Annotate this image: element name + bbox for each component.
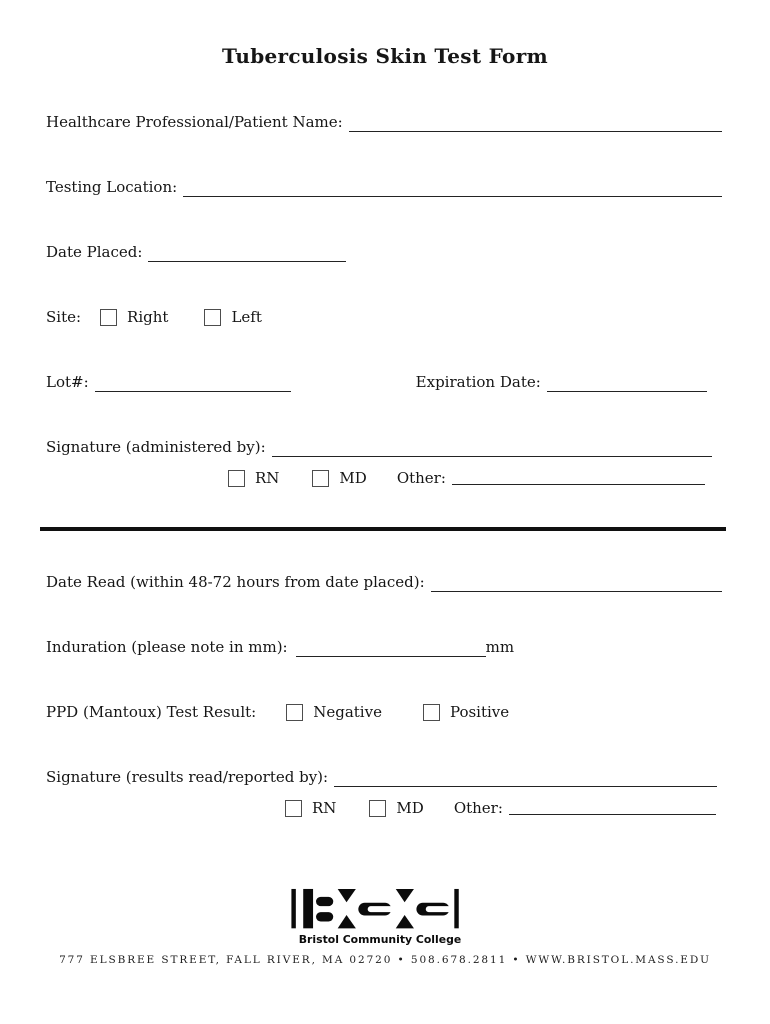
date-read-input-line[interactable]: [431, 575, 722, 592]
administered-md-checkbox[interactable]: [312, 470, 329, 487]
ppd-negative-label: Negative: [313, 703, 382, 721]
site-left-label: Left: [231, 308, 262, 326]
page-title: Tuberculosis Skin Test Form: [222, 44, 548, 68]
signature-read-input-line[interactable]: [334, 770, 717, 787]
site-right-label: Right: [127, 308, 169, 326]
testing-location-row: [46, 177, 722, 197]
signature-read-row: [46, 767, 717, 787]
name-input-line[interactable]: [349, 115, 722, 132]
ppd-result-row: [46, 702, 509, 722]
read-credentials-row: [285, 798, 716, 818]
read-rn-checkbox[interactable]: [285, 800, 302, 817]
read-other-input-line[interactable]: [509, 801, 716, 815]
site-row: [46, 307, 262, 327]
expiration-date-input-line[interactable]: [547, 375, 707, 392]
lot-input-line[interactable]: [95, 375, 291, 392]
induration-unit-label: mm: [485, 638, 515, 656]
induration-row: [46, 637, 514, 657]
administered-md-label: MD: [339, 469, 367, 487]
testing-location-input-line[interactable]: [183, 180, 722, 197]
administered-rn-checkbox[interactable]: [228, 470, 245, 487]
ppd-negative-checkbox[interactable]: [286, 704, 303, 721]
testing-location-label: Testing Location:: [46, 178, 178, 196]
bcc-logo: [291, 886, 469, 953]
signature-administered-row: [46, 437, 712, 457]
footer-address: 777 ELSBREE STREET, FALL RIVER, MA 02720 • 508.678.2811 • WWW.BRISTOL.MASS.EDU: [59, 954, 711, 966]
read-md-label: MD: [396, 799, 424, 817]
date-placed-row: [46, 242, 346, 262]
section-divider: [40, 527, 726, 531]
lot-label: Lot#:: [46, 373, 89, 391]
read-other-label: Other:: [453, 799, 503, 817]
name-field-row: [46, 112, 722, 132]
administered-rn-label: RN: [255, 469, 280, 487]
induration-label: Induration (please note in mm):: [46, 638, 288, 656]
signature-administered-label: Signature (administered by):: [46, 438, 266, 456]
bcc-logo-image: [291, 886, 469, 949]
date-placed-label: Date Placed:: [46, 243, 143, 261]
read-rn-label: RN: [312, 799, 337, 817]
date-read-label: Date Read (within 48-72 hours from date placed):: [46, 573, 425, 591]
ppd-result-label: PPD (Mantoux) Test Result:: [46, 703, 257, 721]
date-placed-input-line[interactable]: [148, 245, 346, 262]
lot-expiration-row: [46, 372, 707, 392]
site-left-checkbox[interactable]: [204, 309, 221, 326]
site-right-checkbox[interactable]: [100, 309, 117, 326]
ppd-positive-checkbox[interactable]: [423, 704, 440, 721]
name-label: Healthcare Professional/Patient Name:: [46, 113, 343, 131]
administered-credentials-row: [228, 468, 705, 488]
signature-read-label: Signature (results read/reported by):: [46, 768, 329, 786]
site-label: Site:: [46, 308, 82, 326]
bcc-logo-name: Bristol Community College: [298, 933, 462, 947]
ppd-positive-label: Positive: [449, 703, 510, 721]
read-md-checkbox[interactable]: [369, 800, 386, 817]
administered-other-label: Other:: [396, 469, 446, 487]
administered-other-input-line[interactable]: [452, 471, 705, 485]
date-read-row: [46, 572, 722, 592]
induration-input-line[interactable]: [296, 640, 486, 657]
expiration-date-label: Expiration Date:: [415, 373, 541, 391]
signature-administered-input-line[interactable]: [272, 440, 712, 457]
